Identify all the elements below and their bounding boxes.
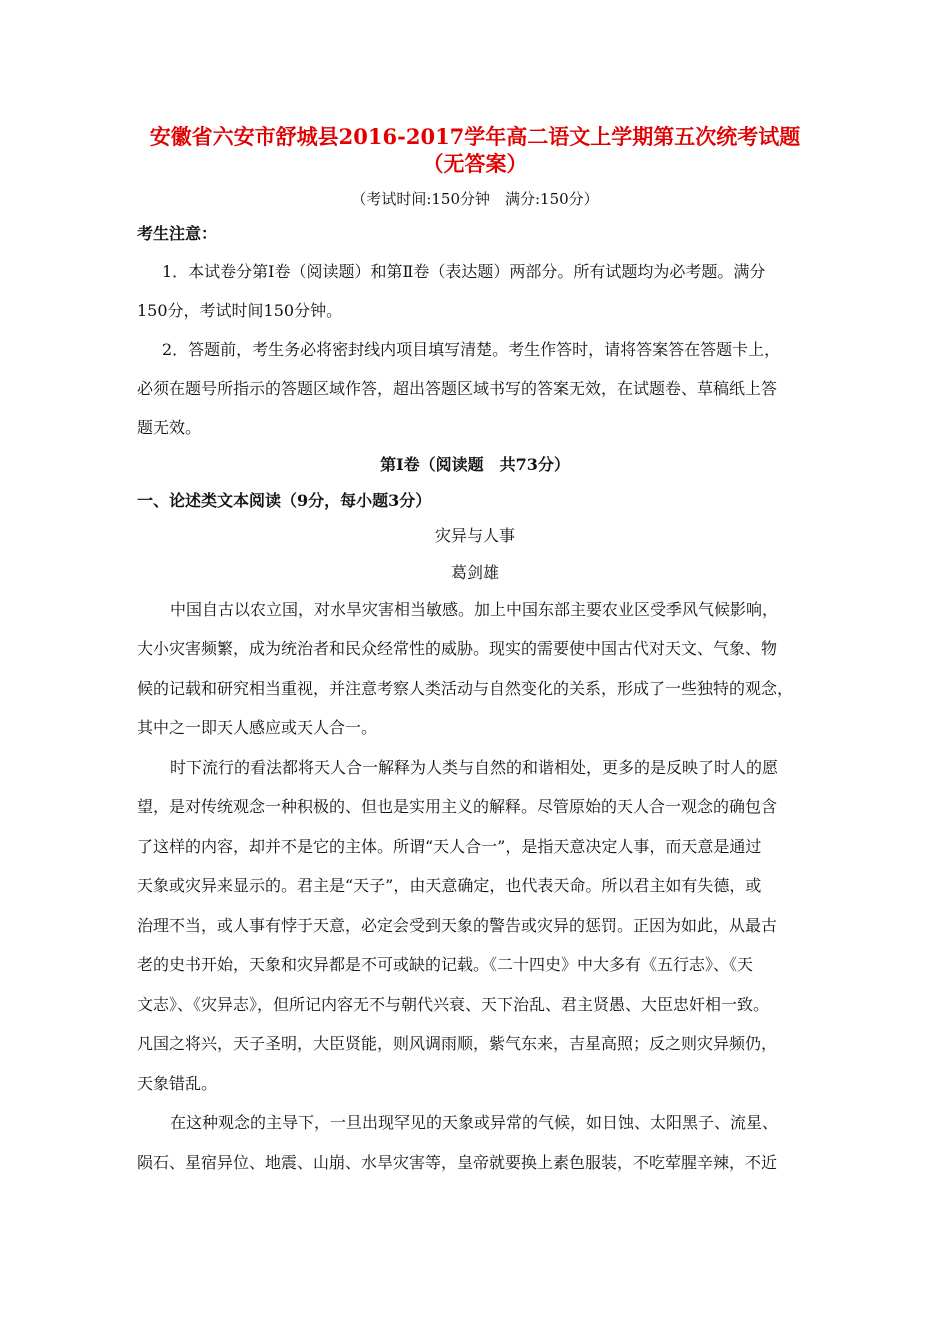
- body-line: 大小灾害频繁，成为统治者和民众经常性的威胁。现实的需要使中国古代对天文、气象、物: [137, 639, 778, 658]
- body-line: 望，是对传统观念一种积极的、但也是实用主义的解释。尽管原始的天人合一观念的确包含: [137, 797, 778, 816]
- notice-heading: 考生注意：: [137, 224, 218, 243]
- article-author: 葛剑雄: [450, 563, 499, 582]
- body-line: 凡国之将兴，天子圣明，大臣贤能，则风调雨顺，紫气东来，吉星高照；反之则灾异频仍，: [137, 1034, 778, 1053]
- notice-line: 题无效。: [137, 418, 202, 437]
- document-title-line1: 安徽省六安市舒城县2016-2017学年高二语文上学期第五次统考试题: [149, 124, 801, 149]
- body-line: 其中之一即天人感应或天人合一。: [137, 718, 378, 737]
- body-line: 治理不当，或人事有悖于天意，必定会受到天象的警告或灾异的惩罚。正因为如此，从最古: [137, 916, 778, 935]
- exam-info: （考试时间:150分钟 满分:150分）: [351, 190, 599, 208]
- document-title-line2: （无答案）: [422, 151, 528, 176]
- body-line: 陨石、星宿异位、地震、山崩、水旱灾害等，皇帝就要换上素色服装，不吃荤腥辛辣，不近: [137, 1153, 778, 1172]
- section-heading: 一、论述类文本阅读（9分，每小题3分）: [137, 491, 432, 510]
- part-heading: 第Ⅰ卷（阅读题 共73分）: [380, 455, 570, 474]
- notice-line: 150分，考试时间150分钟。: [137, 301, 343, 320]
- body-line: 在这种观念的主导下，一旦出现罕见的天象或异常的气候，如日蚀、太阳黑子、流星、: [170, 1113, 779, 1132]
- notice-line: 必须在题号所指示的答题区域作答，超出答题区域书写的答案无效，在试题卷、草稿纸上答: [137, 379, 778, 398]
- article-title: 灾异与人事: [434, 526, 515, 545]
- body-line: 候的记载和研究相当重视，并注意考察人类活动与自然变化的关系，形成了一些独特的观念，: [137, 679, 794, 698]
- body-line: 天象错乱。: [137, 1074, 218, 1093]
- body-line: 中国自古以农立国，对水旱灾害相当敏感。加上中国东部主要农业区受季风气候影响，: [170, 600, 779, 619]
- body-line: 天象或灾异来显示的。君主是“天子”，由天意确定，也代表天命。所以君主如有失德，或: [137, 876, 762, 895]
- body-line: 文志》、《灾异志》，但所记内容无不与朝代兴衰、天下治乱、君主贤愚、大臣忠奸相一致。: [137, 995, 770, 1014]
- body-line: 时下流行的看法都将天人合一解释为人类与自然的和谐相处，更多的是反映了时人的愿: [170, 758, 779, 777]
- notice-line: 1．本试卷分第Ⅰ卷（阅读题）和第Ⅱ卷（表达题）两部分。所有试题均为必考题。满分: [162, 262, 766, 281]
- notice-line: 2．答题前，考生务必将密封线内项目填写清楚。考生作答时，请将答案答在答题卡上，: [162, 340, 781, 359]
- body-line: 老的史书开始，天象和灾异都是不可或缺的记载。《二十四史》中大多有《五行志》、《天: [137, 955, 754, 974]
- body-line: 了这样的内容，却并不是它的主体。所谓“天人合一”，是指天意决定人事，而天意是通过: [137, 837, 762, 856]
